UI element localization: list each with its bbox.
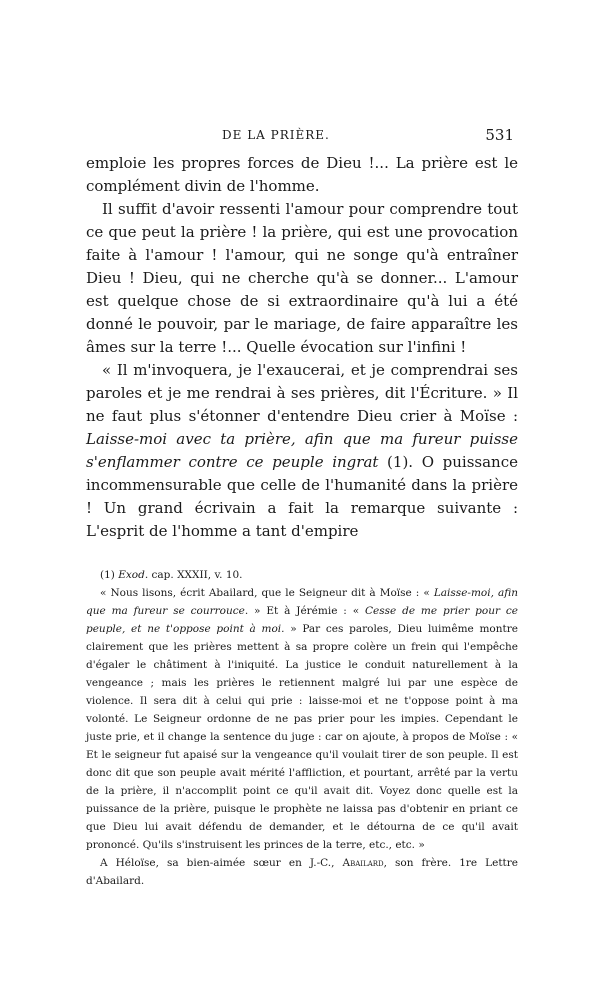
main-text xyxy=(86,152,518,543)
page-number: 531 xyxy=(485,126,514,144)
footnote-1 xyxy=(86,566,518,584)
paragraph-2: Il suffit d'avoir ressenti l'amour pour comprendre tout ce que peut la prière ! la prière, qui est une provocation faite à l'amour ! l'amour, qui ne songe qu'à entraîner Dieu ! Dieu, qui ne cherche qu'à se donner... L'amour est quelque chose de si extraordinaire qu'à lui a été donné le pouvoir, par le mariage, de faire apparaître les âmes sur la terre !... Quelle évocation sur l'infini ! xyxy=(86,200,518,356)
footnote-quote-part-3: » Par ces paroles, Dieu luimême montre clairement que les prières mettent à sa propre colère un frein qui l'empêche d'égaler le châtiment à l'iniquité. La justice le conduit naturellement à la vengeance ; mais les prières le retiennent malgré lui par une espèce de violence. Il sera dit à celui qui prie : laisse-moi et ne t'oppose point à ma volonté. Le Seigneur ordonne de ne pas prier pour les impies. Cependant le juste prie, et il change la sentence du juge : car on ajoute, à propos de Moïse : « Et le seigneur fut apaisé sur la vengeance qu'il voulait tirer de son peuple. Il est donc dit que son peuple avait mérité l'affliction, et pourtant, arrêté par la vertu de la prière, il n'accomplit point ce qu'il avait dit. Voyez donc quelle est la puissance de la prière, puisque le prophète ne laissa pas d'obtenir en priant ce que Dieu lui avait défendu de demander, et le détourna de ce qu'il avait prononcé. Qu'ils s'instruisent les princes de la terre, etc., etc. » xyxy=(86,623,518,851)
footnote-reference-rest: cap. XXXII, v. 10. xyxy=(148,569,243,581)
footnote-quote-italic-1: Laisse-moi, afin que ma fureur se courrouce. xyxy=(86,587,518,617)
paragraph-3-end: (1). O puissance incommensurable que celle de l'humanité dans la prière ! Un grand écrivain a fait la remarque suivante : L'esprit de l'homme a tant d'empire xyxy=(86,453,518,540)
attribution-start: A Héloïse, sa bien-aimée sœur en J.-C., xyxy=(100,857,343,869)
footnote-quote-part-2: » Et à Jérémie : « xyxy=(248,605,366,617)
book-page xyxy=(86,126,518,890)
paragraph-3-start: « Il m'invoquera, je l'exaucerai, et je comprendrai ses paroles et je me rendrai à ses prières, dit l'Écriture. » Il ne faut plus s'étonner d'entendre Dieu crier à Moïse : xyxy=(86,361,518,425)
paragraph-3 xyxy=(86,359,518,543)
attribution-end: , son frère. 1re Lettre d'Abailard. xyxy=(86,857,519,887)
paragraph-1: emploie les propres forces de Dieu !... La prière est le complément divin de l'homme. xyxy=(86,154,518,195)
footnotes xyxy=(86,566,518,890)
attribution-author: Abailard xyxy=(342,857,384,869)
footnote-marker: (1) xyxy=(100,569,119,581)
footnote-quote xyxy=(86,584,518,854)
running-head: DE LA PRIÈRE. xyxy=(222,128,330,142)
paragraph-3-quote: Laisse-moi avec ta prière, afin que ma fureur puisse s'enflammer contre ce peuple ingrat xyxy=(86,430,518,471)
footnote-quote-italic-2: Cesse de me prier pour ce peuple, et ne t'oppose point à moi. xyxy=(86,605,518,635)
footnote-attribution xyxy=(86,854,518,890)
page-header xyxy=(86,126,518,146)
footnote-reference-book: Exod. xyxy=(118,569,149,581)
footnote-quote-part-1: « Nous lisons, écrit Abailard, que le Seigneur dit à Moïse : « xyxy=(100,587,434,599)
